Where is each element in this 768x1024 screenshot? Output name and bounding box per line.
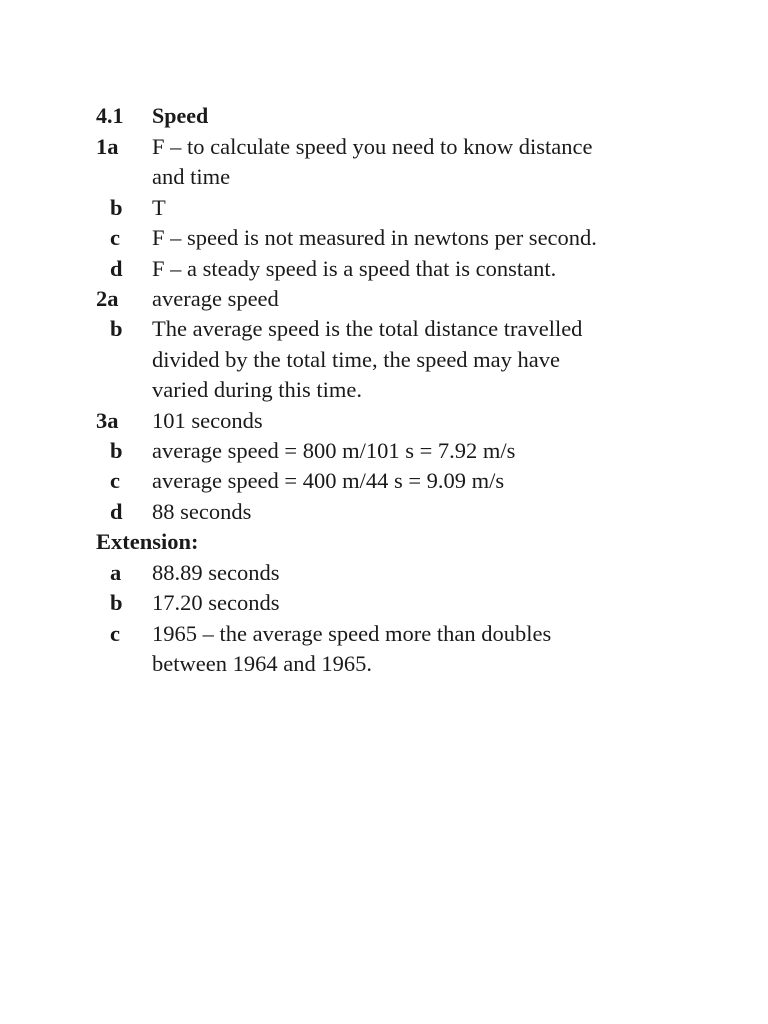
section-title: Speed xyxy=(152,103,209,128)
answer-3c xyxy=(96,466,716,496)
answer-label: d xyxy=(110,498,123,524)
section-number: 4.1 xyxy=(96,103,124,128)
answer-1d xyxy=(96,254,716,284)
extension-text: 17.20 seconds xyxy=(152,590,280,616)
extension-text: 88.89 seconds xyxy=(152,559,280,585)
answer-text: average speed = 400 m/44 s = 9.09 m/s xyxy=(152,468,505,494)
answer-text: average speed = 800 m/101 s = 7.92 m/s xyxy=(152,438,516,464)
answer-text: F – a steady speed is a speed that is constant. xyxy=(152,255,557,281)
extension-b xyxy=(96,588,716,618)
extension-a xyxy=(96,558,716,588)
answer-3d xyxy=(96,497,716,527)
answer-label: b xyxy=(110,316,123,342)
answer-text: F – to calculate speed you need to know distance and time xyxy=(152,134,593,190)
extension-heading: Extension: xyxy=(96,529,199,555)
answer-label: b xyxy=(110,438,123,464)
answer-text: 101 seconds xyxy=(152,407,263,433)
extension-label: c xyxy=(110,620,120,646)
answer-label: b xyxy=(110,194,123,220)
answer-3b xyxy=(96,436,716,466)
answer-text: The average speed is the total distance travelled divided by the total time, the speed may have varied during this time. xyxy=(152,316,583,403)
extension-label: a xyxy=(110,559,122,585)
answer-label: 2a xyxy=(96,286,119,312)
answer-1a xyxy=(96,132,716,193)
answer-label: 1a xyxy=(96,134,119,159)
answer-1c xyxy=(96,223,716,253)
answer-label: c xyxy=(110,225,120,251)
answer-text: F – speed is not measured in newtons per second. xyxy=(152,225,597,251)
extension-c xyxy=(96,619,716,680)
answer-text: 88 seconds xyxy=(152,498,252,524)
answer-3a xyxy=(96,406,716,436)
extension-text: 1965 – the average speed more than doubles between 1964 and 1965. xyxy=(152,620,552,676)
answer-text: average speed xyxy=(152,286,279,312)
answer-2b xyxy=(96,314,716,405)
section-heading xyxy=(96,100,208,132)
answer-text: T xyxy=(152,194,166,220)
answer-label: 3a xyxy=(96,407,119,433)
extension-label: b xyxy=(110,590,123,616)
answer-2a xyxy=(96,284,716,314)
answer-label: c xyxy=(110,468,120,494)
answer-1b xyxy=(96,193,716,223)
answer-list xyxy=(96,132,716,679)
answer-label: d xyxy=(110,255,123,281)
